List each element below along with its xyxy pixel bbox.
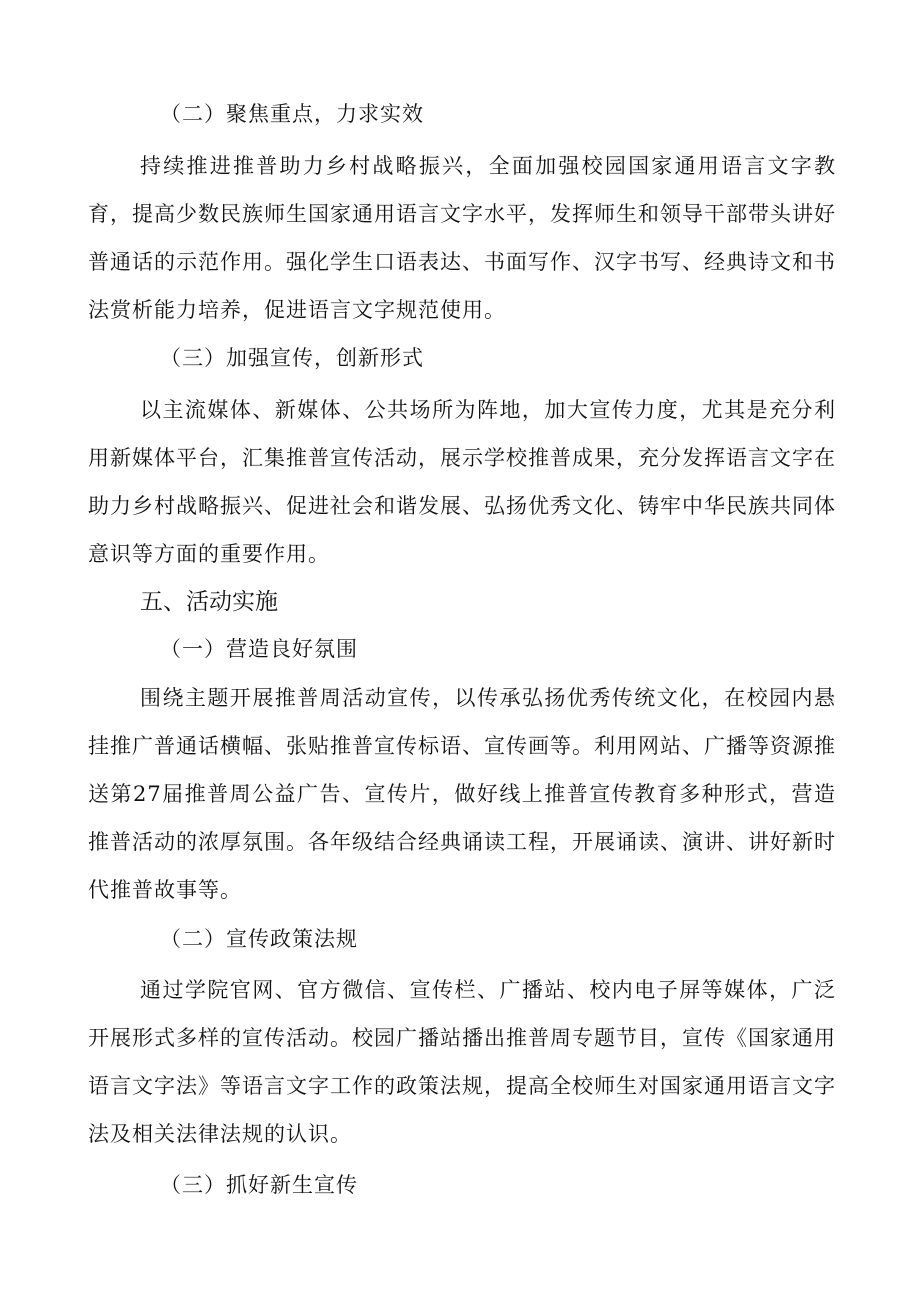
section-heading-five: 五、活动实施 xyxy=(140,589,278,615)
subheading-atmosphere: （一）营造良好氛围 xyxy=(160,637,358,661)
subheading-focus: （二）聚焦重点，力求实效 xyxy=(160,102,424,126)
paragraph-publicity: 以主流媒体、新媒体、公共场所为阵地，加大宣传力度，尤其是充分利用新媒体平台，汇集推普宣传活动，展示学校推普成果，充分发挥语言文字在助力乡村战略振兴、促进社会和谐发展、弘扬优秀文化、铸牢中华民族共同体意识等方面的重要作用。 xyxy=(88,398,836,566)
subheading-freshmen: （三）抓好新生宣传 xyxy=(160,1173,358,1197)
subheading-policy: （二）宣传政策法规 xyxy=(160,927,358,951)
paragraph-policy: 通过学院官网、官方微信、宣传栏、广播站、校内电子屏等媒体，广泛开展形式多样的宣传活动。校园广播站播出推普周专题节目，宣传《国家通用语言文字法》等语言文字工作的政策法规，提高全校师生对国家通用语言文字法及相关法律法规的认识。 xyxy=(88,978,836,1146)
subheading-publicity: （三）加强宣传，创新形式 xyxy=(160,346,424,370)
paragraph-focus: 持续推进推普助力乡村战略振兴，全面加强校园国家通用语言文字教育，提高少数民族师生国家通用语言文字水平，发挥师生和领导干部带头讲好普通话的示范作用。强化学生口语表达、书面写作、汉字书写、经典诗文和书法赏析能力培养，促进语言文字规范使用。 xyxy=(88,154,836,322)
paragraph-atmosphere: 围绕主题开展推普周活动宣传，以传承弘扬优秀传统文化，在校园内悬挂推广普通话横幅、张贴推普宣传标语、宣传画等。利用网站、广播等资源推送第27届推普周公益广告、宣传片，做好线上推普宣传教育多种形式，营造推普活动的浓厚氛围。各年级结合经典诵读工程，开展诵读、演讲、讲好新时代推普故事等。 xyxy=(88,686,836,902)
